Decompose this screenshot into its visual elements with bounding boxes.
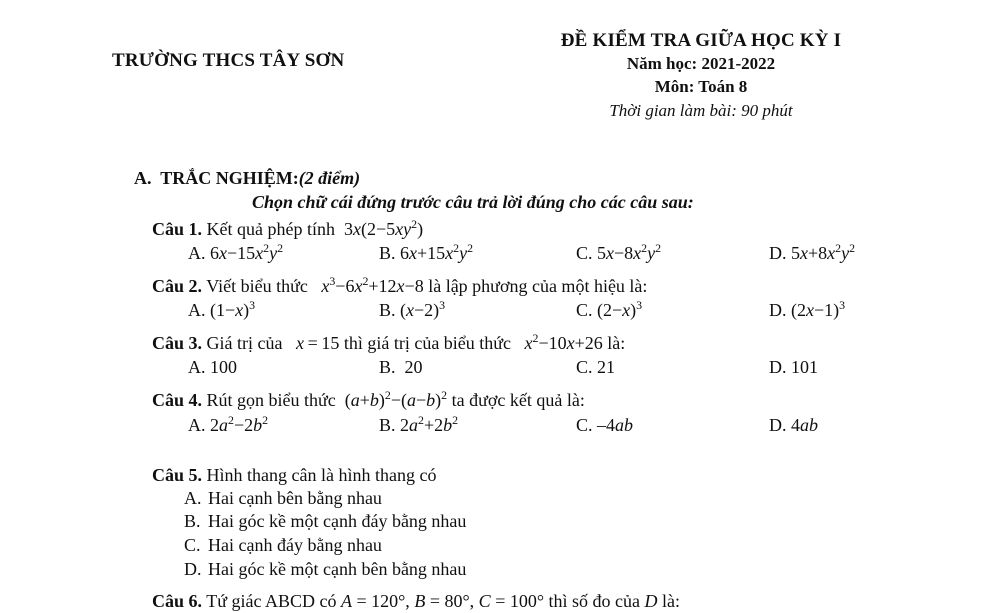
question-5-options [24, 487, 976, 583]
question-2-expression: $x^3-6x^2+12x-8$ [321, 274, 424, 297]
option-text: 20 [404, 357, 423, 378]
question-2-options [24, 298, 976, 327]
exam-info-block [444, 28, 976, 122]
question-3 [24, 332, 976, 384]
option-1-a[interactable] [188, 243, 283, 264]
option-letter: B. [379, 243, 396, 264]
question-4-prompt: Rút gọn biểu thức [206, 390, 336, 411]
option-letter: D. [184, 559, 202, 580]
question-5 [24, 464, 976, 583]
option-letter: C. [184, 535, 201, 556]
question-4-suffix: ta được kết quả là: [451, 390, 585, 411]
question-1-expression: $3x(2-5xy^2)$ [339, 217, 424, 240]
option-4-d[interactable] [769, 415, 818, 436]
question-2-label: Câu 2. [152, 276, 203, 297]
option-5-c[interactable] [184, 534, 976, 558]
option-letter: D. [769, 243, 787, 264]
question-3-label: Câu 3. [152, 333, 203, 354]
question-5-text [24, 464, 976, 487]
option-5-a[interactable] [184, 487, 976, 511]
option-text: 101 [791, 357, 818, 378]
option-text: $5x-8x^2y^2$ [597, 241, 662, 264]
question-2-prompt: Viết biểu thức [206, 276, 308, 297]
option-3-a[interactable] [188, 357, 237, 378]
exam-subject: Môn: Toán 8 [654, 76, 748, 96]
angle-b: ^ B [414, 591, 425, 612]
option-letter: B. [379, 300, 396, 321]
section-points: (2 điểm) [298, 168, 361, 189]
angle-c: ^ C [479, 591, 491, 612]
section-instruction: Chọn chữ cái đứng trước câu trả lời đúng cho các câu sau: [252, 192, 694, 213]
option-2-a[interactable] [188, 300, 255, 321]
question-1-prompt: Kết quả phép tính [206, 219, 335, 240]
option-4-a[interactable] [188, 412, 269, 436]
option-3-c[interactable] [576, 357, 615, 378]
option-5-d[interactable] [184, 558, 976, 582]
question-1 [24, 218, 976, 270]
option-1-b[interactable] [379, 243, 473, 264]
option-text: $2a^2+2b^2$ [400, 412, 459, 435]
option-text: $6x-15x^2y^2$ [210, 241, 284, 264]
question-3-expression-2: $x^2-10x+26$ [524, 331, 603, 354]
angle-d: ^ D [645, 591, 658, 612]
section-a-title [24, 168, 976, 189]
section-a [0, 168, 1000, 213]
document-header [0, 0, 1000, 122]
question-6-part-3: = 80°, [425, 591, 479, 611]
question-4 [24, 389, 976, 441]
option-5-b[interactable] [184, 510, 976, 534]
option-letter: A. [188, 414, 206, 435]
exam-duration: Thời gian làm bài: 90 phút [609, 100, 793, 120]
question-6-clipped [24, 591, 1000, 613]
option-2-d[interactable] [769, 300, 845, 321]
question-3-text [24, 332, 976, 355]
option-text: $2a^2-2b^2$ [210, 412, 269, 435]
question-3-suffix: là: [607, 333, 626, 354]
option-text: $6x+15x^2y^2$ [400, 241, 474, 264]
option-text: Hai góc kề một cạnh bên bằng nhau [208, 559, 467, 580]
question-5-prompt: Hình thang cân là hình thang có [206, 464, 437, 485]
option-text: 4ab [791, 414, 818, 435]
question-6-label: Câu 6. [152, 591, 203, 611]
section-name: TRẮC NGHIỆM: [160, 168, 299, 189]
question-5-label: Câu 5. [152, 464, 203, 485]
school-block [24, 28, 444, 72]
option-2-c[interactable] [576, 300, 642, 321]
question-4-text [24, 389, 976, 412]
question-6-part-4: = 100° thì số đo của [490, 591, 645, 611]
angle-a: ^ A [341, 591, 352, 612]
option-3-d[interactable] [769, 357, 818, 378]
section-letter: A. [134, 168, 152, 189]
option-4-c[interactable] [576, 415, 633, 436]
option-text: $(x-2)^3$ [400, 298, 446, 321]
option-letter: A. [188, 300, 206, 321]
question-4-expression: $(a+b)^2-(a-b)^2$ [340, 388, 448, 411]
exam-title: ĐỀ KIỂM TRA GIỮA HỌC KỲ I [560, 30, 842, 51]
option-1-c[interactable] [576, 243, 661, 264]
question-2 [24, 275, 976, 327]
question-1-label: Câu 1. [152, 219, 203, 240]
school-name: TRƯỜNG THCS TÂY SƠN [112, 50, 345, 71]
question-6-part-1: Tứ giác ABCD có [206, 591, 341, 611]
question-2-text [24, 275, 976, 298]
question-3-middle: thì giá trị của biểu thức [343, 333, 512, 354]
option-letter: A. [188, 357, 206, 378]
questions-list [0, 218, 1000, 582]
option-letter: B. [184, 511, 201, 532]
option-text: $(2-x)^3$ [597, 298, 643, 321]
option-text: 21 [597, 357, 616, 378]
option-text: Hai góc kề một cạnh đáy bằng nhau [208, 511, 467, 532]
option-2-b[interactable] [379, 300, 445, 321]
option-text: 100 [210, 357, 237, 378]
question-6-part-5: là: [657, 591, 681, 611]
option-letter: A. [184, 487, 202, 508]
option-text: Hai cạnh bên bằng nhau [208, 487, 382, 508]
option-letter: A. [188, 243, 206, 264]
question-3-options [24, 355, 976, 384]
option-4-b[interactable] [379, 412, 459, 436]
question-6-part-2: = 120°, [351, 591, 415, 611]
option-letter: C. [576, 357, 593, 378]
option-letter: B. [379, 357, 396, 378]
question-3-prompt: Giá trị của [206, 333, 283, 354]
option-letter: C. [576, 414, 593, 435]
question-4-options [24, 413, 976, 442]
option-text: $(2x-1)^3$ [791, 298, 846, 321]
option-1-d[interactable] [769, 243, 855, 264]
question-1-text [24, 218, 976, 241]
option-letter: D. [769, 300, 787, 321]
option-text: $5x+8x^2y^2$ [791, 241, 856, 264]
option-letter: D. [769, 414, 787, 435]
school-year: Năm học: 2021-2022 [626, 54, 776, 74]
option-letter: B. [379, 414, 396, 435]
question-4-label: Câu 4. [152, 390, 203, 411]
question-3-expression: x = 15 [295, 333, 340, 354]
option-text: $(1-x)^3$ [210, 298, 256, 321]
option-3-b[interactable] [379, 357, 423, 378]
option-letter: C. [576, 243, 593, 264]
option-letter: D. [769, 357, 787, 378]
question-2-suffix: là lập phương của một hiệu là: [428, 276, 648, 297]
option-text: –4ab [597, 414, 634, 435]
option-text: Hai cạnh đáy bằng nhau [208, 535, 382, 556]
question-1-options [24, 241, 976, 270]
option-letter: C. [576, 300, 593, 321]
